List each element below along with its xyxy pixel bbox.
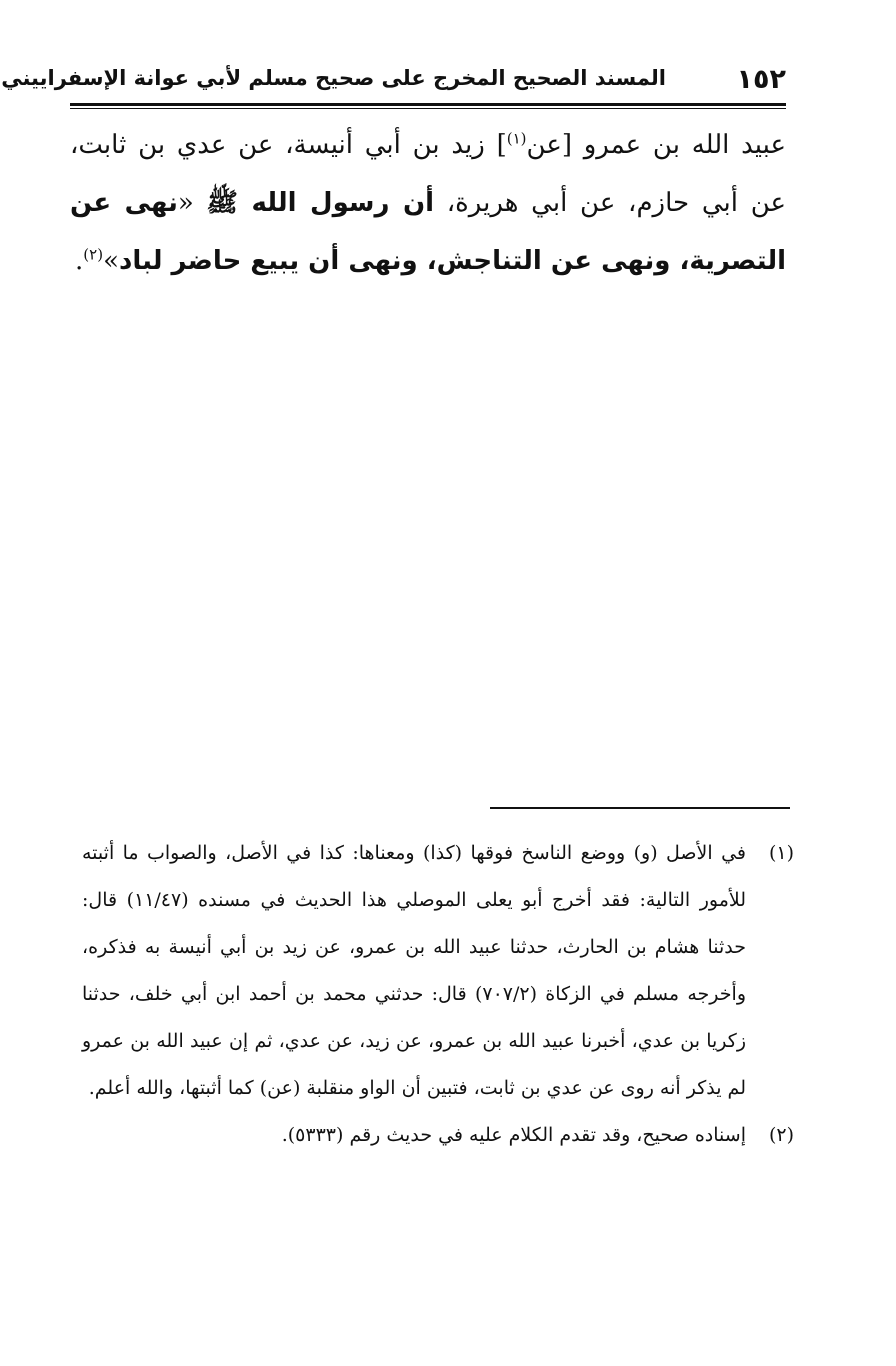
header-rule-thick	[70, 103, 786, 106]
hadith-quote-close: »	[103, 246, 119, 276]
hadith-quote-open: «	[177, 188, 207, 218]
footnote-ref-1: (١)	[506, 129, 527, 148]
hadith-bold-part: نهى عن التصرية، ونهى عن التناجش، ونهى أن يبيع حاضر لباد	[70, 188, 786, 276]
footnote	[82, 1112, 794, 1159]
footnotes	[82, 830, 794, 1159]
footnote-text: في الأصل (و) ووضع الناسخ فوقها (كذا) ومعناها: كذا في الأصل، والصواب ما أثبته للأمور التالية: فقد أخرج أبو يعلى الموصلي هذا الحديث في مسنده (١١/٤٧) قال: حدثنا هشام بن الحارث، حدثنا عبيد الله بن عمرو، عن زيد بن أبي أنيسة به فذكره، وأخرجه مسلم في الزكاة (٧٠٧/٢) قال: حدثني محمد بن أحمد ابن أبي خلف، حدثنا زكريا بن عدي، أخبرنا عبيد الله بن عمرو، عن زيد، عن عدي، ثم إن عبيد الله بن عمرو لم يذكر أنه روى عن عدي بن ثابت، فتبين أن الواو منقلبة (عن) كما أثبتها، والله أعلم.	[82, 842, 746, 1099]
header-rule-thin	[70, 108, 786, 109]
footnote-text: إسناده صحيح، وقد تقدم الكلام عليه في حديث رقم (٥٣٣٣).	[281, 1124, 746, 1146]
footnote-number: (٢)	[768, 1124, 794, 1146]
hadith-text-part: عبيد الله بن عمرو [عن	[526, 130, 787, 160]
hadith-bold-part: أن رسول الله ﷺ	[206, 188, 435, 218]
hadith-text	[70, 116, 786, 290]
running-title: المسند الصحيح المخرج على صحيح مسلم لأبي عوانة الإسفراييني	[1, 66, 666, 90]
footnote	[82, 830, 794, 1112]
footnote-ref-2: (٢)	[83, 245, 104, 264]
footnote-divider	[490, 807, 790, 809]
hadith-text-end: .	[75, 246, 84, 276]
page-number: ١٥٢	[736, 64, 786, 95]
page-header	[1, 62, 786, 102]
footnote-number: (١)	[768, 842, 794, 864]
hadith-text-part: ] زيد بن أبي أنيسة، عن عدي بن ثابت، عن أبي حازم، عن أبي هريرة،	[70, 130, 786, 218]
